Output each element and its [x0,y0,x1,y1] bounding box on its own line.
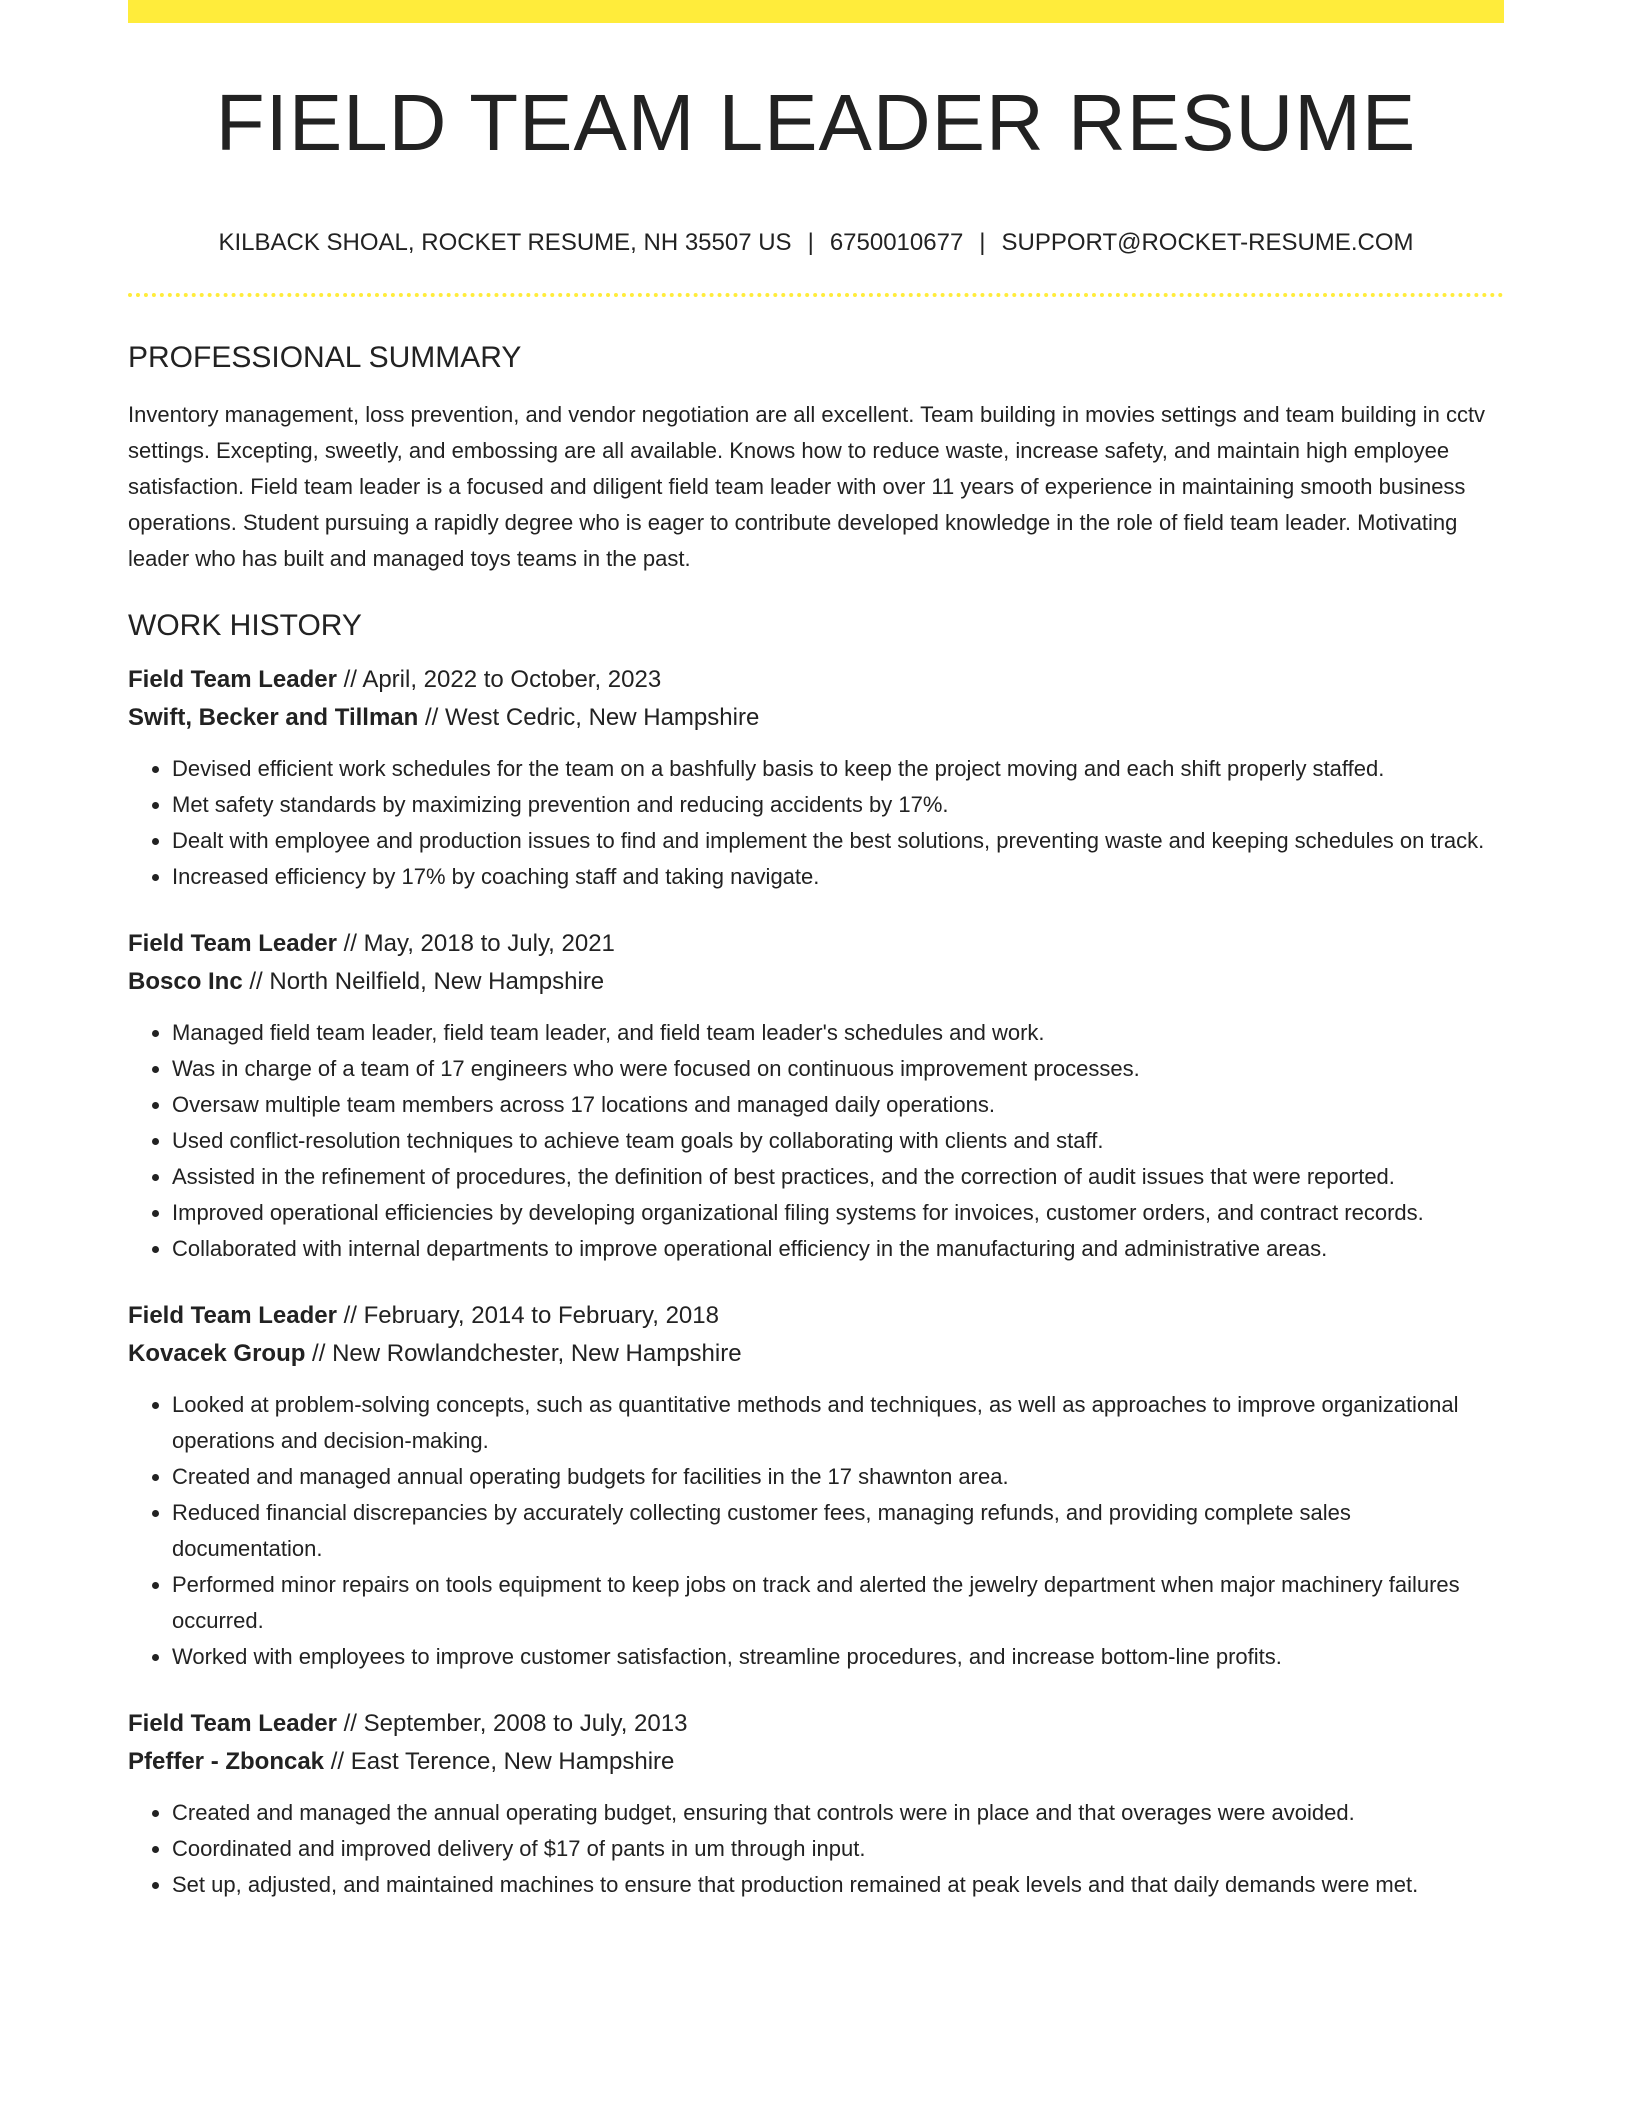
contact-line [128,231,1504,255]
job-bullet: • Created and managed the annual operating budget, ensuring that controls were in place and that overages were avoided. [172,1795,1504,1831]
job-location: // New Rowlandchester, New Hampshire [305,1340,742,1367]
summary-heading: PROFESSIONAL SUMMARY [128,341,522,374]
resume-title: FIELD TEAM LEADER RESUME [215,78,1417,167]
job-bullet: • Oversaw multiple team members across 17 locations and managed daily operations. [172,1087,1504,1123]
job-bullets [128,1387,1504,1675]
job-bullet: • Improved operational efficiencies by developing organizational filing systems for invoices, customer orders, and contract records. [172,1195,1504,1231]
job-bullet: • Was in charge of a team of 17 engineers who were focused on continuous improvement processes. [172,1051,1504,1087]
job-bullet: • Assisted in the refinement of procedures, the definition of best practices, and the correction of audit issues that were reported. [172,1159,1504,1195]
job-bullet: • Dealt with employee and production issues to find and implement the best solutions, preventing waste and keeping schedules on track. [172,823,1504,859]
job-bullets [128,751,1504,895]
work-history-heading: WORK HISTORY [128,609,362,642]
job-entry [128,925,1504,1267]
dotted-divider [128,293,1504,297]
job-company-line [128,1335,1504,1373]
job-role: Field Team Leader [128,1710,337,1737]
job-bullet: • Devised efficient work schedules for the team on a bashfully basis to keep the project moving and each shift properly staffed. [172,751,1504,787]
job-entry [128,1705,1504,1903]
job-company: Bosco Inc [128,968,243,995]
job-bullet: • Used conflict-resolution techniques to achieve team goals by collaborating with clients and staff. [172,1123,1504,1159]
job-bullet: • Coordinated and improved delivery of $17 of pants in um through input. [172,1831,1504,1867]
job-role-line [128,1297,1504,1335]
summary-text: Inventory management, loss prevention, and vendor negotiation are all excellent. Team building in movies settings and team building in cctv settings. Excepting, sweetly, and embossing are all available. Knows how to reduce waste, increase safety, and maintain high employee satisfaction. Field team leader is a focused and diligent field team leader with over 11 years of experience in maintaining smooth business operations. Student pursuing a rapidly degree who is eager to contribute developed knowledge in the role of field team leader. Motivating leader who has built and managed toys teams in the past. [128,402,1486,571]
job-dates: // May, 2018 to July, 2021 [336,930,615,957]
job-bullet: • Increased efficiency by 17% by coaching staff and taking navigate. [172,859,1504,895]
job-dates: // September, 2008 to July, 2013 [336,1710,688,1737]
contact-address: KILBACK SHOAL, ROCKET RESUME, NH 35507 US [218,229,792,256]
job-bullet: • Performed minor repairs on tools equipment to keep jobs on track and alerted the jewelry department when major machinery failures occurred. [172,1567,1504,1639]
job-bullet: • Created and managed annual operating budgets for facilities in the 17 shawnton area. [172,1459,1504,1495]
job-bullet: • Reduced financial discrepancies by accurately collecting customer fees, managing refunds, and providing complete sales documentation. [172,1495,1504,1567]
job-entry [128,1297,1504,1675]
job-bullet: • Collaborated with internal departments to improve operational efficiency in the manufacturing and administrative areas. [172,1231,1504,1267]
job-bullet: • Worked with employees to improve customer satisfaction, streamline procedures, and increase bottom-line profits. [172,1639,1504,1675]
job-company-line [128,1743,1504,1781]
job-role-line [128,661,1504,699]
job-company: Pfeffer - Zboncak [128,1748,325,1775]
job-bullet: • Looked at problem-solving concepts, such as quantitative methods and techniques, as well as approaches to improve organizational operations and decision-making. [172,1387,1504,1459]
contact-separator: | [807,229,814,256]
job-location: // East Terence, New Hampshire [324,1748,675,1775]
contact-email: SUPPORT@ROCKET-RESUME.COM [1001,229,1414,256]
job-dates: // February, 2014 to February, 2018 [336,1302,719,1329]
work-history-list [128,661,1504,1903]
job-company-line [128,699,1504,737]
job-bullet: • Met safety standards by maximizing prevention and reducing accidents by 17%. [172,787,1504,823]
job-bullet: • Managed field team leader, field team leader, and field team leader's schedules and work. [172,1015,1504,1051]
job-role-line [128,1705,1504,1743]
job-company: Swift, Becker and Tillman [128,704,419,731]
resume-page [128,0,1504,1903]
job-role: Field Team Leader [128,1302,337,1329]
job-location: // West Cedric, New Hampshire [418,704,760,731]
job-role-line [128,925,1504,963]
contact-separator: | [979,229,986,256]
job-bullets [128,1015,1504,1267]
job-location: // North Neilfield, New Hampshire [242,968,605,995]
job-bullets [128,1795,1504,1903]
job-role: Field Team Leader [128,666,337,693]
job-role: Field Team Leader [128,930,337,957]
job-bullet: • Set up, adjusted, and maintained machines to ensure that production remained at peak levels and that daily demands were met. [172,1867,1504,1903]
job-entry [128,661,1504,895]
contact-phone: 6750010677 [829,229,964,256]
accent-top-bar [128,0,1504,23]
job-dates: // April, 2022 to October, 2023 [336,666,662,693]
job-company-line [128,963,1504,1001]
job-company: Kovacek Group [128,1340,306,1367]
